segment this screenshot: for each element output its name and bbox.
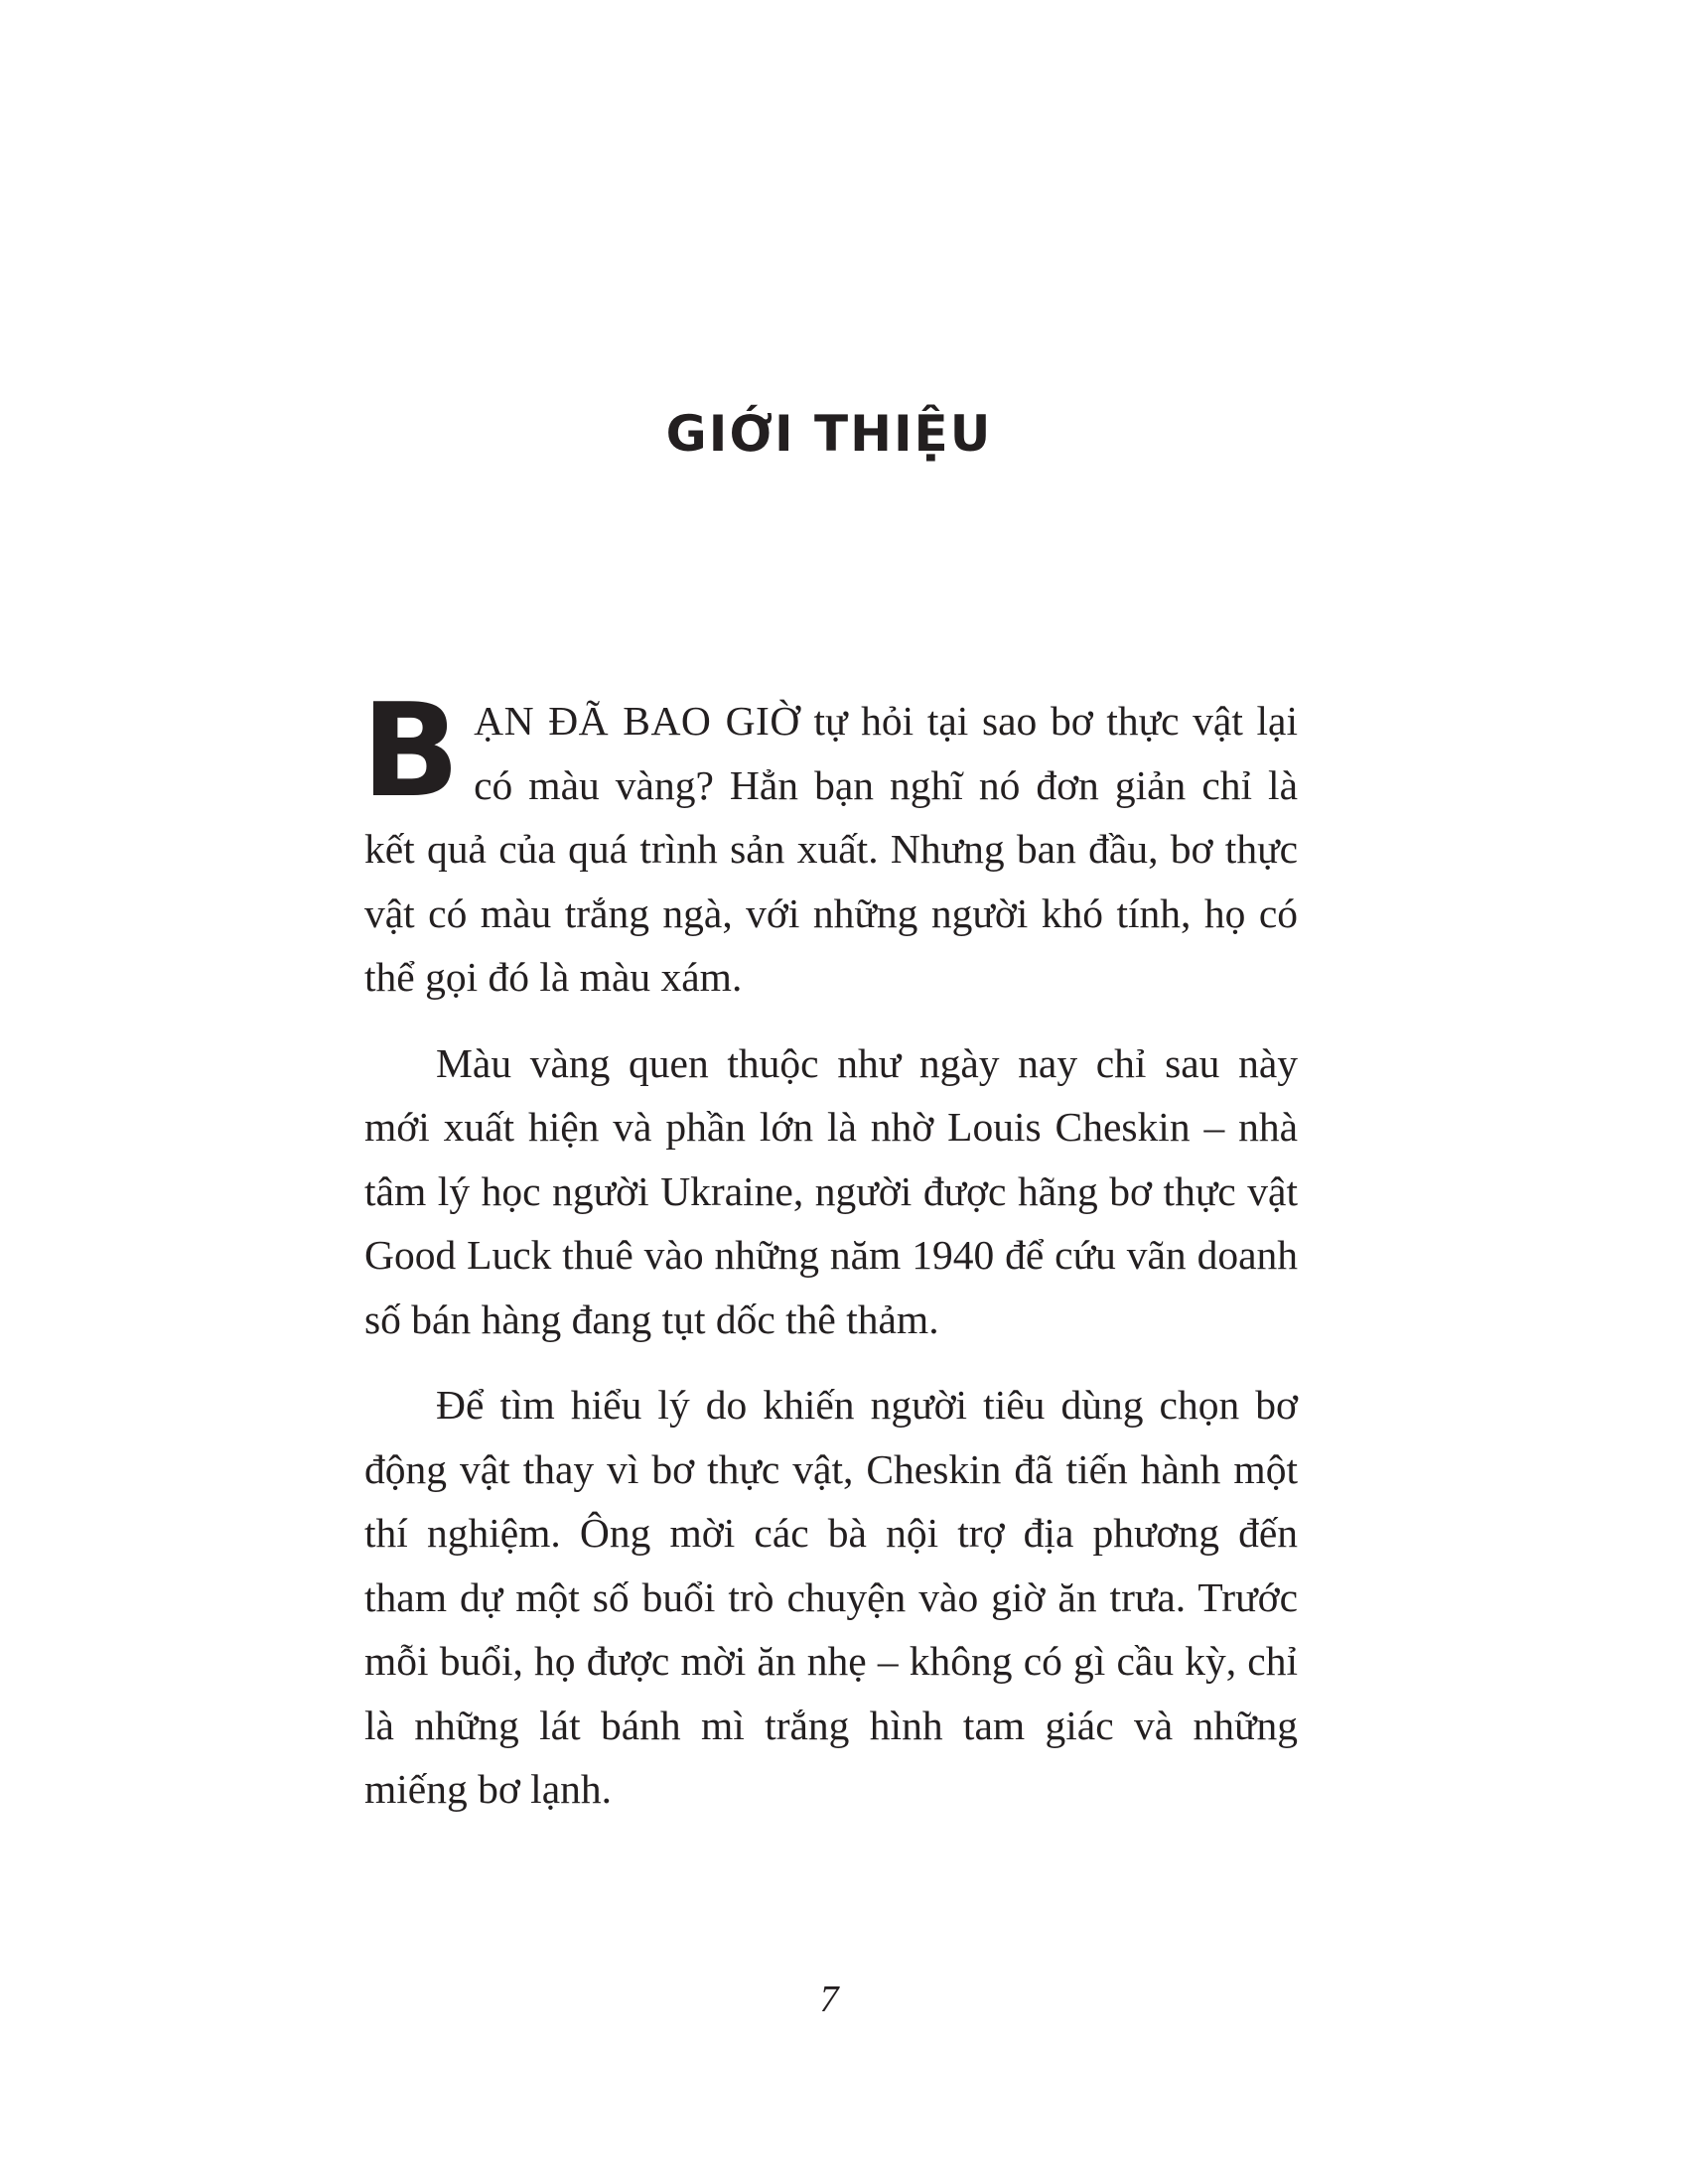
drop-cap: B [361,675,461,826]
page-number: 7 [819,1979,839,2020]
paragraph-3: Để tìm hiểu lý do khiến người tiêu dùng chọn bơ động vật thay vì bơ thực vật, Cheskin đã tiến hành một thí nghiệm. Ông mời các bà nội trợ địa phương đến tham dự một số buổi trò chuyện vào giờ ăn trưa. Trước mỗi buổi, họ được mời ăn nhẹ – không có gì cầu kỳ, chỉ là những lát bánh mì trắng hình tam giác và những miếng bơ lạnh. [364,1382,1298,1812]
lead-in-caps: ẠN ĐÃ BAO GIỜ [474,698,800,744]
body-text [361,675,1298,1843]
paragraph-1 [361,675,1298,1010]
paragraph-1-text: tự hỏi tại sao bơ thực vật lại có màu vàng? Hẳn bạn nghĩ nó đơn giản chỉ là kết quả của quá trình sản xuất. Nhưng ban đầu, bơ thực vật có màu trắng ngà, với những người khó tính, họ có thể gọi đó là màu xám. [364,698,1298,1000]
paragraph-2: Màu vàng quen thuộc như ngày nay chỉ sau này mới xuất hiện và phần lớn là nhờ Louis Cheskin – nhà tâm lý học người Ukraine, người được hãng bơ thực vật Good Luck thuê vào những năm 1940 để cứu vãn doanh số bán hàng đang tụt dốc thê thảm. [364,1039,1298,1342]
chapter-title: GIỚI THIỆU [665,405,993,463]
